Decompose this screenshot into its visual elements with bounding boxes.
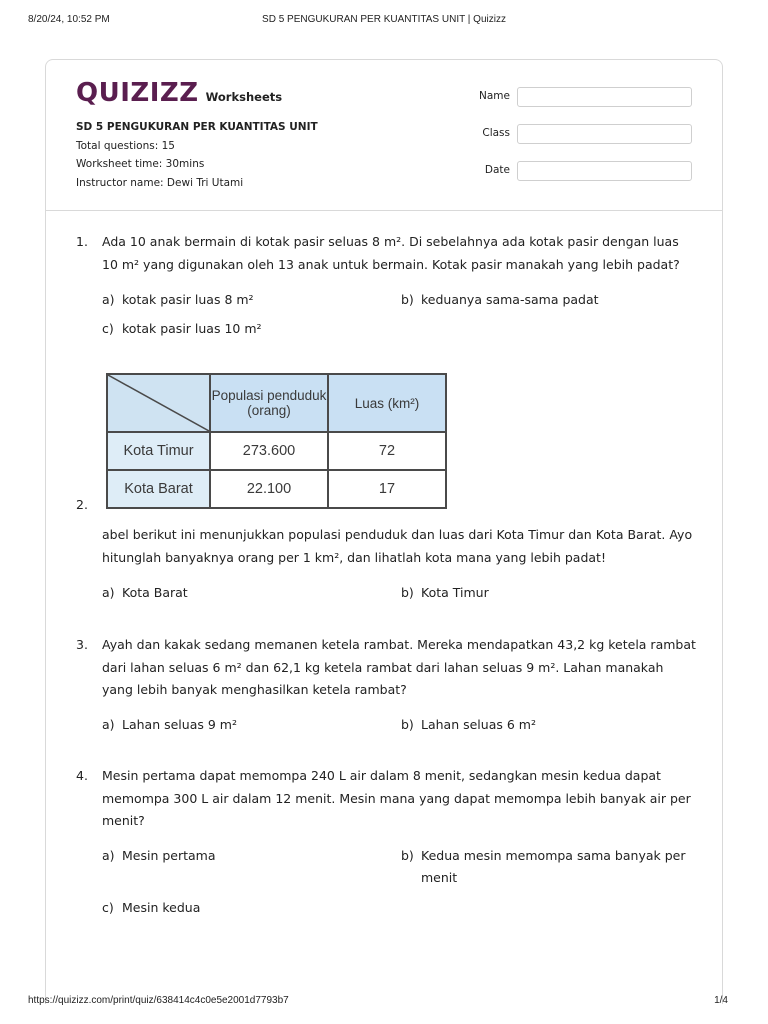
print-page-title: SD 5 PENGUKURAN PER KUANTITAS UNIT | Quizizz xyxy=(262,14,506,25)
date-field[interactable] xyxy=(517,161,692,181)
table-header-area: Luas (km²) xyxy=(328,374,446,432)
worksheet-title: SD 5 PENGUKURAN PER KUANTITAS UNIT xyxy=(76,121,318,133)
option-4a[interactable]: a) Mesin pertama xyxy=(102,848,216,863)
option-3a[interactable]: a) Lahan seluas 9 m² xyxy=(102,717,237,732)
question-1 xyxy=(76,231,696,279)
logo-wordmark: QUIZIZZ xyxy=(76,78,199,108)
table-header-population: Populasi penduduk (orang) xyxy=(210,374,328,432)
option-4c[interactable]: c) Mesin kedua xyxy=(102,900,201,915)
question-number: 2. xyxy=(76,497,88,512)
question-number: 4. xyxy=(76,768,88,783)
table-cell: 17 xyxy=(328,470,446,508)
print-datetime: 8/20/24, 10:52 PM xyxy=(28,14,110,25)
question-text: abel berikut ini menunjukkan populasi penduduk dan luas dari Kota Timur dan Kota Barat. Ayo hitunglah banyaknya orang per 1 km², dan lihatlah kota mana yang lebih padat! xyxy=(102,527,693,565)
table-row-label: Kota Timur xyxy=(107,432,210,470)
question-4 xyxy=(76,765,696,835)
print-url: https://quizizz.com/print/quiz/638414c4c0e5e2001d7793b7 xyxy=(28,995,289,1006)
question-number: 1. xyxy=(76,234,88,249)
option-4b[interactable]: b) Kedua mesin memompa sama banyak per menit xyxy=(401,848,686,885)
option-1c[interactable]: c) kotak pasir luas 10 m² xyxy=(102,321,262,336)
option-3b[interactable]: b) Lahan seluas 6 m² xyxy=(401,717,536,732)
worksheet-meta xyxy=(76,118,318,192)
table-corner-cell xyxy=(107,374,210,432)
quizizz-logo xyxy=(76,78,282,108)
print-footer xyxy=(28,995,740,1009)
question-text: Mesin pertama dapat memompa 240 L air dalam 8 menit, sedangkan mesin kedua dapat memompa 300 L air dalam 12 menit. Mesin mana yang dapat memompa lebih banyak air per menit? xyxy=(102,768,691,828)
print-page-number: 1/4 xyxy=(714,995,728,1006)
date-label: Date xyxy=(484,164,510,176)
class-label: Class xyxy=(482,127,510,139)
name-label: Name xyxy=(479,90,510,102)
logo-section-label: Worksheets xyxy=(205,90,283,104)
population-table xyxy=(106,373,447,509)
option-1b[interactable]: b) keduanya sama-sama padat xyxy=(401,292,599,307)
question-3 xyxy=(76,634,696,704)
diagonal-line xyxy=(108,375,209,431)
option-2a[interactable]: a) Kota Barat xyxy=(102,585,188,600)
table-cell: 22.100 xyxy=(210,470,328,508)
worksheet-card xyxy=(45,59,723,1004)
question-text: Ada 10 anak bermain di kotak pasir seluas 8 m². Di sebelahnya ada kotak pasir dengan luas 10 m² yang digunakan oleh 13 anak untuk bermain. Kotak pasir manakah yang lebih padat? xyxy=(102,234,680,272)
worksheet-header xyxy=(46,60,722,211)
worksheet-time: Worksheet time: 30mins xyxy=(76,158,205,170)
question-text: Ayah dan kakak sedang memanen ketela rambat. Mereka mendapatkan 43,2 kg ketela rambat dari lahan seluas 6 m² dan 62,1 kg ketela rambat dari lahan seluas 9 m². Lahan manakah yang lebih banyak menghasilkan ketela rambat? xyxy=(102,637,696,697)
table-row-label: Kota Barat xyxy=(107,470,210,508)
instructor-name: Instructor name: Dewi Tri Utami xyxy=(76,176,244,189)
class-field[interactable] xyxy=(517,124,692,144)
option-2b[interactable]: b) Kota Timur xyxy=(401,585,489,600)
question-2 xyxy=(76,524,696,572)
question-number: 3. xyxy=(76,637,88,652)
question-2-number xyxy=(76,494,696,518)
table-cell: 273.600 xyxy=(210,432,328,470)
total-questions: Total questions: 15 xyxy=(76,139,175,152)
print-header xyxy=(28,14,740,28)
option-1a[interactable]: a) kotak pasir luas 8 m² xyxy=(102,292,254,307)
name-field[interactable] xyxy=(517,87,692,107)
table-cell: 72 xyxy=(328,432,446,470)
